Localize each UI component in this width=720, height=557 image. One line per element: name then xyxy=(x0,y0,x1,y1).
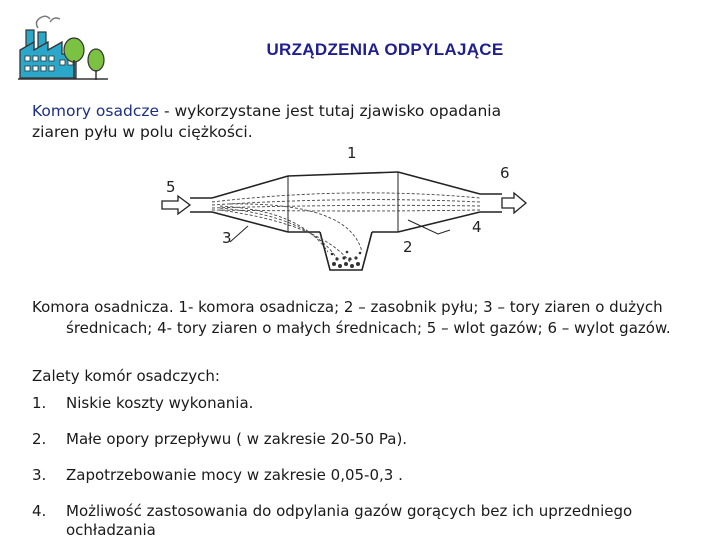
advantages-heading: Zalety komór osadczych: xyxy=(32,367,220,385)
list-item xyxy=(32,430,692,449)
list-item xyxy=(32,394,692,413)
page-title: URZĄDZENIA ODPYLAJĄCE xyxy=(266,40,504,59)
figure-caption: Komora osadnicza. 1- komora osadnicza; 2 – zasobnik pyłu; 3 – tory ziaren o dużych średnicach; 4- tory ziaren o małych średnicach; 5 – wlot gazów; 6 – wylot gazów. xyxy=(32,298,671,337)
list-item xyxy=(32,502,692,540)
inlet-arrow xyxy=(162,196,190,214)
intro-line1-rest: - wykorzystane jest tutaj zjawisko opadania xyxy=(159,102,502,120)
list-item xyxy=(32,466,692,485)
list-number: 3. xyxy=(32,466,47,484)
label-3: 3 xyxy=(222,229,232,247)
list-text: Zapotrzebowanie mocy w zakresie 0,05-0,3 . xyxy=(66,466,403,484)
label-2: 2 xyxy=(403,238,413,256)
list-number: 4. xyxy=(32,502,47,520)
label-4: 4 xyxy=(472,218,482,236)
settling-chamber-diagram xyxy=(150,140,540,300)
list-text: Niskie koszty wykonania. xyxy=(66,394,254,412)
list-text: Małe opory przepływu ( w zakresie 20-50 Pa). xyxy=(66,430,408,448)
list-text: Możliwość zastosowania do odpylania gazów gorących bez ich uprzedniego ochładzania xyxy=(66,502,633,539)
list-number: 2. xyxy=(32,430,47,448)
advantages-list xyxy=(32,394,692,557)
intro-line2: ziaren pyłu w polu ciężkości. xyxy=(32,123,253,141)
intro-keyword: Komory osadcze xyxy=(32,102,160,120)
intro-text xyxy=(32,101,692,143)
list-number: 1. xyxy=(32,394,47,412)
label-6: 6 xyxy=(500,164,510,182)
label-1: 1 xyxy=(347,144,357,162)
outlet-arrow xyxy=(502,193,526,213)
label-5: 5 xyxy=(166,178,176,196)
